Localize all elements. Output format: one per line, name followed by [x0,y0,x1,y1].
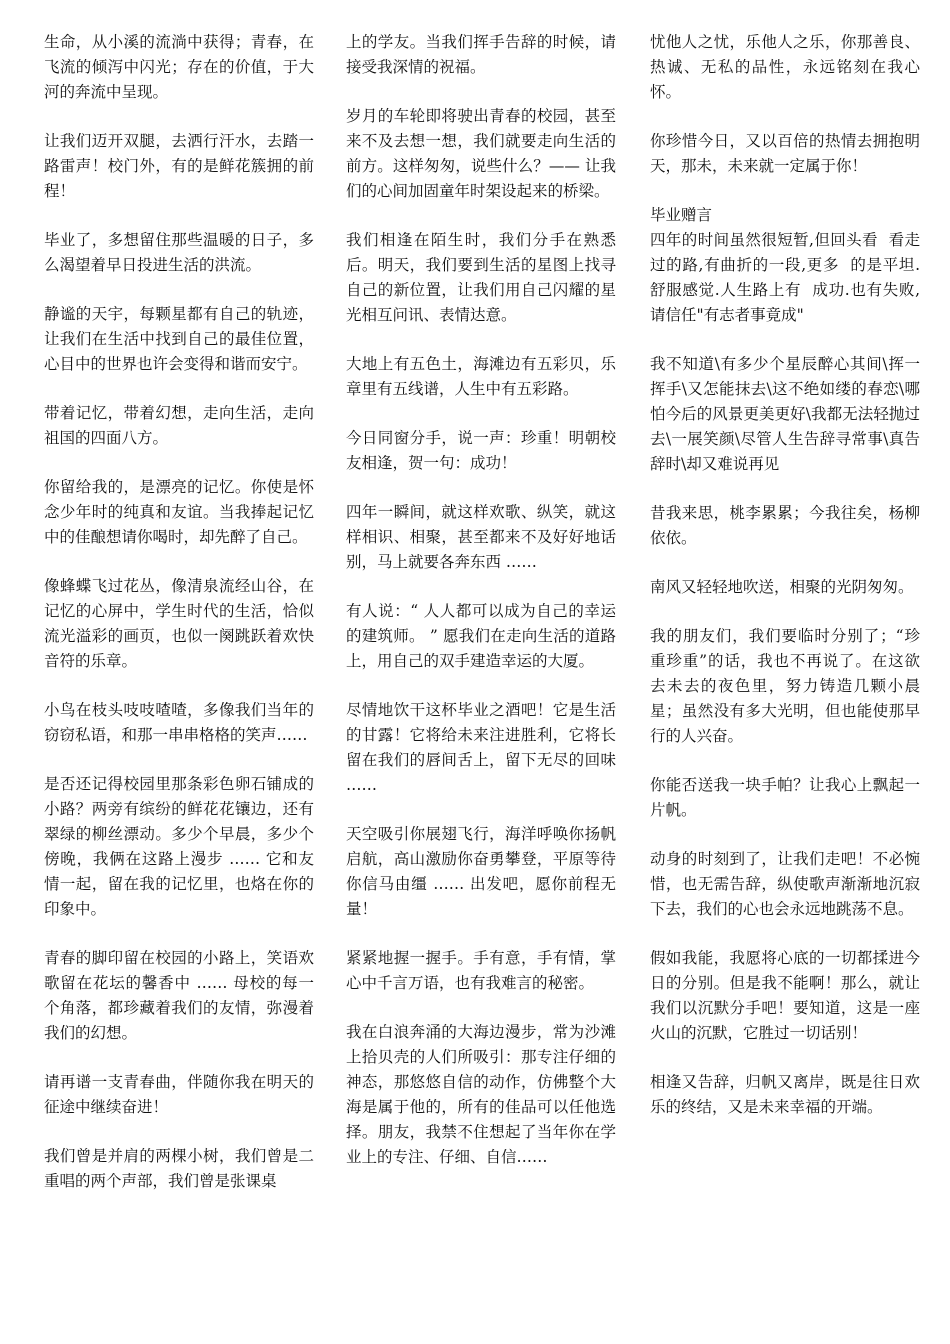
paragraph: 生命，从小溪的流淌中获得；青春，在飞流的倾泻中闪光；存在的价值，于大河的奔流中呈现。 [44,33,314,101]
paragraph: 天空吸引你展翅飞行，海洋呼唤你扬帆启航，高山激励你奋勇攀登，平原等待你信马由缰 …… 出发吧，愿你前程无量！ [346,825,616,918]
paragraph: 我在白浪奔涌的大海边漫步，常为沙滩上拾贝壳的人们所吸引：那专注仔细的神态，那悠悠自信的动作，仿佛整个大海是属于他的，所有的佳品可以任他选择。朋友，我禁不住想起了当年你在学业上的专注、仔细、自信…… [346,1023,616,1166]
paragraph: 静谧的天宇，每颗星都有自己的轨迹，让我们在生活中找到自己的最佳位置，心目中的世界也许会变得和谐而安宁。 [44,305,314,373]
paragraph: 请再谱一支青春曲，伴随你我在明天的征途中继续奋进！ [44,1073,314,1116]
paragraph: 我们曾是并肩的两棵小树，我们曾是二重唱的两个声部，我们曾是张课桌 [44,1147,314,1190]
paragraph: 你珍惜今日，又以百倍的热情去拥抱明天，那未，未来就一定属于你！ [650,132,920,175]
paragraph: 你能否送我一块手帕？让我心上飘起一片帆。 [650,776,920,819]
paragraph: 今日同窗分手，说一声：珍重！明朝校友相逢，贺一句：成功！ [346,429,616,472]
paragraph: 毕业了，多想留住那些温暖的日子，多么渴望着早日投进生活的洪流。 [44,231,314,274]
paragraph: 相逢又告辞，归帆又离岸，既是往日欢乐的终结，又是未来幸福的开端。 [650,1073,920,1116]
paragraph: 昔我来思，桃李累累；今我往矣，杨柳依依。 [650,504,920,547]
paragraph: 紧紧地握一握手。手有意，手有情，掌心中千言万语，也有我难言的秘密。 [346,949,616,992]
paragraph: 是否还记得校园里那条彩色卵石铺成的小路？两旁有缤纷的鲜花花镶边，还有翠绿的柳丝漂动。多少个早晨，多少个傍晚，我俩在这路上漫步 …… 它和友情一起，留在我的记忆里，也烙在你的印象中。 [44,775,314,918]
paragraph: 假如我能，我愿将心底的一切都揉进今日的分别。但是我不能啊！那么，就让我们以沉默分手吧！要知道，这是一座火山的沉默，它胜过一切话别！ [650,949,920,1042]
paragraph: 你留给我的，是漂亮的记忆。你使是怀念少年时的纯真和友谊。当我捧起记忆中的佳酿想请你喝时，却先醉了自己。 [44,478,314,546]
text-column-1 [44,30,314,1218]
paragraph: 小鸟在枝头吱吱喳喳，多像我们当年的窃窃私语，和那一串串格格的笑声…… [44,701,314,744]
paragraph: 我们相逢在陌生时，我们分手在熟悉后。明天，我们要到生活的星图上找寻自己的新位置，让我们用自己闪耀的星光相互问讯、表情达意。 [346,231,616,324]
paragraph: 南风又轻轻地吹送，相聚的光阴匆匆。 [650,578,914,596]
paragraph: 青春的脚印留在校园的小路上，笑语欢歌留在花坛的馨香中 …… 母校的每一个角落，都珍藏着我们的友情，弥漫着我们的幻想。 [44,949,314,1042]
paragraph: 大地上有五色土，海滩边有五彩贝，乐章里有五线谱，人生中有五彩路。 [346,355,616,398]
paragraph: 忧他人之忧，乐他人之乐，你那善良、热诚、无私的品性，永远铭刻在我心怀。 [650,33,920,101]
poem-paragraph: 我不知道\有多少个星辰醉心其间\挥一挥手\又怎能抹去\这不绝如缕的春恋\哪怕今后的风景更美更好\我都无法轻抛过去\一展笑颜\尽管人生告辞寻常事\真告辞时\却又难说再见 [650,355,920,473]
paragraph: 带着记忆，带着幻想，走向生活，走向祖国的四面八方。 [44,404,314,447]
text-column-3 [650,30,920,1144]
graduation-message-paragraph: 毕业赠言 四年的时间虽然很短暂,但回头看 看走过的路,有曲折的一段,更多 的是平坦.舒服感觉.人生路上有 成功.也有失败,请信任"有志者事竟成" [650,206,920,324]
paragraph: 像蜂蝶飞过花丛，像清泉流经山谷，在记忆的心屏中，学生时代的生活，恰似流光溢彩的画页，也似一阕跳跃着欢快音符的乐章。 [44,577,314,670]
paragraph: 上的学友。当我们挥手告辞的时候，请接受我深情的祝福。 [346,33,616,76]
paragraph: 动身的时刻到了，让我们走吧！不必惋惜，也无需告辞，纵使歌声渐渐地沉寂下去，我们的心也会永远地跳荡不息。 [650,850,920,918]
paragraph: 岁月的车轮即将驶出青春的校园，甚至来不及去想一想，我们就要走向生活的前方。这样匆匆，说些什么？—— 让我们的心间加固童年时架设起来的桥梁。 [346,107,616,200]
text-column-2 [346,30,621,1194]
paragraph: 四年一瞬间，就这样欢歌、纵笑，就这样相识、相聚，甚至都来不及好好地话别，马上就要各奔东西 …… [346,503,616,571]
paragraph: 有人说：“ 人人都可以成为自己的幸运的建筑师。 ” 愿我们在走向生活的道路上，用自己的双手建造幸运的大厦。 [346,602,616,670]
paragraph: 尽情地饮干这杯毕业之酒吧！它是生活的甘露！它将给未来注进胜利，它将长留在我们的唇间舌上，留下无尽的回味 …… [346,701,621,794]
paragraph: 让我们迈开双腿，去洒行汗水，去踏一路雷声！校门外，有的是鲜花簇拥的前程！ [44,132,314,200]
paragraph: 我的朋友们，我们要临时分别了；“珍重珍重”的话，我也不再说了。在这欲去未去的夜色里，努力铸造几颗小晨星；虽然没有多大光明，但也能使那早行的人兴奋。 [650,627,920,745]
